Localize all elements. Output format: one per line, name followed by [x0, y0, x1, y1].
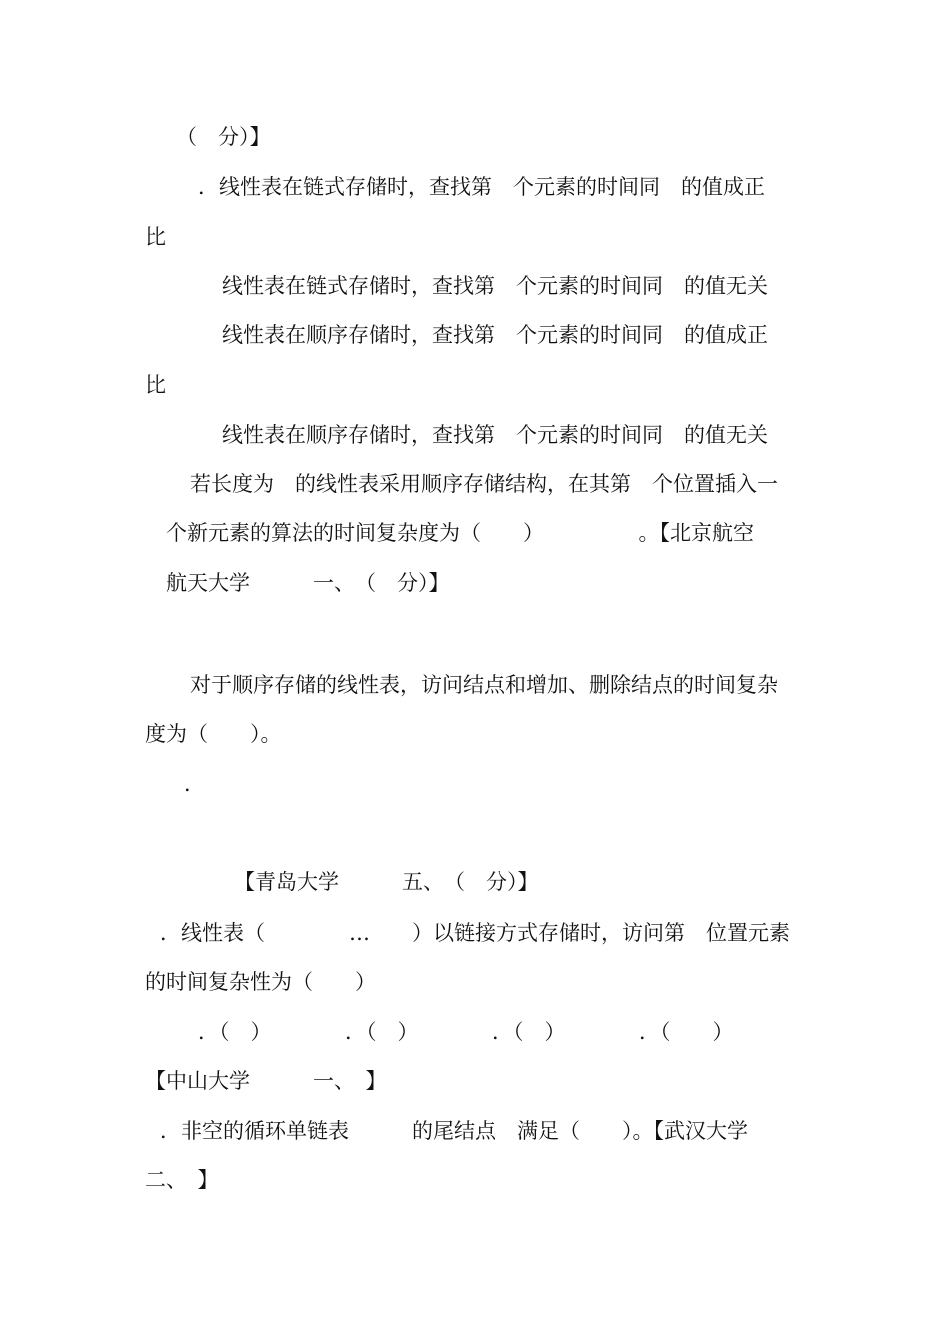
text-line: 航天大学 一、 （ 分）】	[166, 571, 450, 595]
text-line: 【青岛大学 五、 （ 分）】	[234, 870, 539, 894]
text-line: 线性表在顺序存储时，查找第 个元素的时间同 的值成正	[222, 323, 768, 347]
text-line: （ 分）】	[176, 125, 271, 149]
text-line: 比	[145, 225, 166, 249]
text-line: 【中山大学 一、 】	[145, 1069, 387, 1093]
text-line: 的时间复杂性为（ ）	[145, 970, 376, 994]
text-line: 线性表在顺序存储时，查找第 个元素的时间同 的值无关	[222, 423, 768, 447]
text-line: 度为（ ）。	[145, 722, 282, 746]
text-line: 二、 】	[145, 1168, 219, 1192]
text-line: ．线性表（ … ）以链接方式存储时，访问第 位置元素	[160, 921, 790, 945]
text-line: 个新元素的算法的时间复杂度为（ ） 。【北京航空	[166, 521, 754, 545]
text-line: 比	[145, 373, 166, 397]
text-line: ．	[184, 772, 205, 796]
text-line: ．（ ） ．（ ） ．（ ） ．（ ）	[198, 1020, 734, 1044]
text-line: 对于顺序存储的线性表，访问结点和增加、删除结点的时间复杂	[190, 673, 778, 697]
text-line: 若长度为 的线性表采用顺序存储结构，在其第 个位置插入一	[190, 472, 778, 496]
text-line: ．非空的循环单链表 的尾结点 满足（ ）。【武汉大学	[160, 1119, 748, 1143]
text-line: 线性表在链式存储时，查找第 个元素的时间同 的值无关	[222, 274, 768, 298]
text-line: ．线性表在链式存储时，查找第 个元素的时间同 的值成正	[198, 175, 765, 199]
